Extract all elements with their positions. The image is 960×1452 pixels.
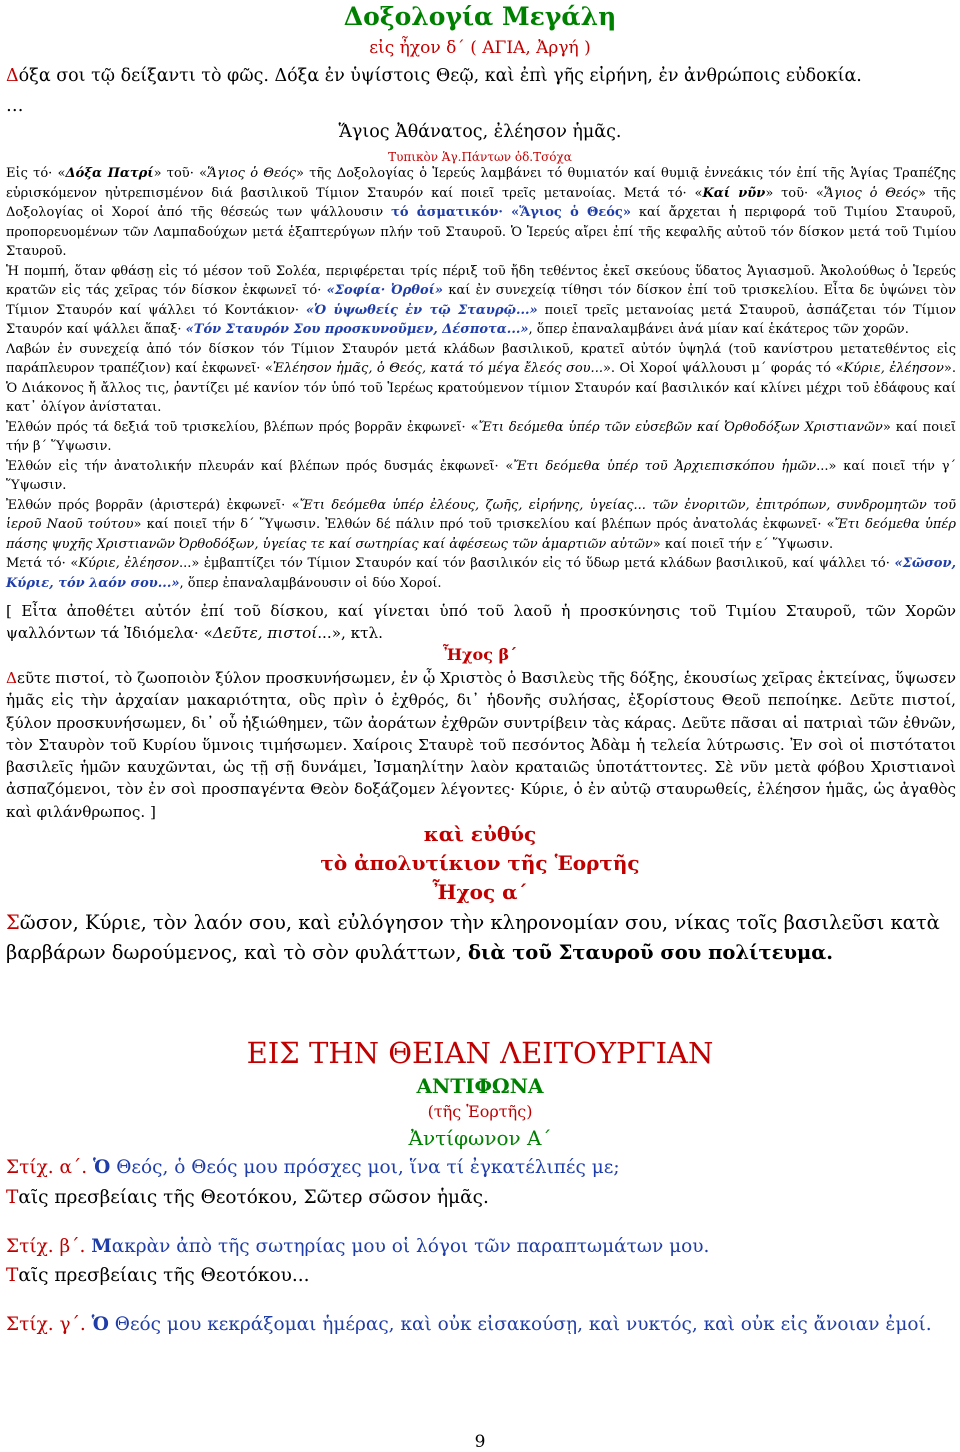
text: Κύριε, ἐλέησον bbox=[843, 361, 944, 376]
text: αῖς πρεσβείαις τῆς Θεοτόκου... bbox=[18, 1265, 310, 1286]
text: » τῆς Δοξολογίας οἱ Χοροί ἀπό τῆς θέσεώς των ψάλλουσιν bbox=[6, 185, 956, 220]
text: τό ἀσματικόν· «Ἅγιος ὁ Θεός» bbox=[391, 205, 631, 220]
text: Θεός μου κεκράξομαι ἡμέρας, καὶ οὐκ εἰσακούσῃ, καὶ νυκτός, καὶ οὐκ εἰς ἄνοιαν ἐμοί. bbox=[108, 1314, 932, 1335]
text: «Ὁ ὑψωθείς ἐν τῷ Σταυρῷ...» bbox=[305, 302, 538, 318]
bracket-note bbox=[6, 600, 956, 645]
text: Ἅγιος ὁ Θεός bbox=[207, 166, 297, 181]
text: , ὅπερ ἐπαναλαμβάνουσιν οἱ δύο Χοροί. bbox=[179, 575, 442, 591]
agios-line: Ἅγιος Ἀθάνατος, ἐλέησον ἡμᾶς. bbox=[338, 122, 622, 142]
text: Ἔτι δεόμεθα ὑπέρ πάσης ψυχῆς Χριστιανῶν Ὀρθοδόξων, ὑγείας τε καί σωτηρίας καί ἀφέσεως τῶν ἁμαρτιῶν αὐτῶν bbox=[6, 517, 957, 552]
text: Θεός, ὁ Θεός μου πρόσχες μοι, ἵνα τί ἐγκατέλιπές με; bbox=[110, 1157, 620, 1178]
rubric-paragraph-4 bbox=[6, 418, 956, 457]
text: Ἐλέησον ἡμᾶς, ὁ Θεός, κατά τό μέγα ἔλεός σου... bbox=[272, 361, 603, 376]
typikon-note: Τυπικὸν Ἁγ.Πάντων ὁδ.Τσόχα bbox=[388, 150, 572, 164]
rubric-block bbox=[6, 164, 956, 593]
apolytikion-title: τὸ ἀπολυτίκιον τῆς Ἑορτῆς bbox=[320, 851, 640, 875]
text: ακρὰν ἀπὸ τῆς σωτηρίας μου οἱ λόγοι τῶν παραπτωμάτων μου. bbox=[111, 1236, 710, 1257]
kai-eythys-heading: καὶ εὐθύς bbox=[423, 822, 537, 846]
text: Ἐλθών πρός τά δεξιά τοῦ τρισκελίου, βλέπων πρός βορρᾶν ἐκφωνεῖ· « bbox=[6, 419, 479, 435]
text: Κύριε, ἐλέησον bbox=[78, 556, 179, 571]
text: » καί ποιεῖ τήν β´ Ὕψωσιν. bbox=[6, 419, 956, 454]
text: ῶσον, Κύριε, τὸν λαόν σου, καὶ εὐλόγησον τὴν κληρονομίαν σου, νίκας τοῖς βασιλεῦσι κατὰ βαρβάρων δωρούμενος, καὶ τὸ σὸν φυλάττων, bbox=[6, 911, 940, 964]
text: Μετά τό· « bbox=[6, 556, 79, 571]
stichos-a bbox=[6, 1153, 956, 1183]
dropcap: Τ bbox=[6, 1187, 19, 1208]
rubric-paragraph-1 bbox=[6, 164, 956, 262]
stichos-c bbox=[6, 1310, 956, 1340]
dropcap: Δ bbox=[6, 66, 19, 86]
rubric-paragraph-3 bbox=[6, 340, 956, 418]
text: » καί ποιεῖ τήν δ´ Ὕψωσιν. Ἐλθών δέ πάλιν πρό τοῦ τρισκελίου καί βλέπων πρός ἀνατολάς ἐκφωνεῖ· « bbox=[133, 517, 835, 532]
idiomelon-text bbox=[6, 667, 956, 823]
text: ...», κτλ. bbox=[317, 624, 384, 643]
text: Ἔτι δεόμεθα ὑπέρ ἐλέους, ζωῆς, εἰρήνης, ὑγείας... τῶν ἐνοριτῶν, ἐπιτρόπων, συνδρομητῶν τοῦ ἱεροῦ Ναοῦ τούτου bbox=[6, 497, 957, 532]
text: » τῆς Δοξολογίας ὁ Ἱερεύς λαμβάνει τό θυμιατόν καί θυμιᾷ ἐννεάκις τόν ἐπί τῆς Ἁγίας Τραπέζης εὑρισκόμενον ηὐτρεπισμένον διά βασιλικοῦ Τίμιον Σταυρόν καί ποιεῖ τρεῖς μετανοίας. Μετά τό· « bbox=[6, 166, 956, 201]
text: Λαβών ἐν συνεχείᾳ ἀπό τόν δίσκον τόν Τίμιον Σταυρόν μετά κλάδων βασιλικοῦ, κρατεῖ αὐτόν ὑψηλά (τοῦ κανίστρου μετατεθέντος εἰς παράπλευρον τραπέζιον) καί ἐκφωνεῖ· « bbox=[6, 341, 956, 376]
feast-note: (τῆς Ἑορτῆς) bbox=[427, 1102, 533, 1121]
echos-b-heading: Ἦχος β´ bbox=[442, 645, 518, 664]
text: [ Εἶτα ἀποθέτει αὐτόν ἐπί τοῦ δίσκου, καί γίνεται ὑπό τοῦ λαοῦ ἡ προσκύνησις τοῦ Τιμίου Σταυροῦ, τῶν Χορῶν ψαλλόντων τά Ἰδιόμελα· « bbox=[6, 602, 956, 643]
text: εῦτε πιστοί, τὸ ζωοποιὸν ξύλον προσκυνήσωμεν, ἐν ᾧ Χριστὸς ὁ Βασιλεὺς τῆς δόξης, ἑκουσίως χεῖρας ἐκτείνας, ὕψωσεν ἡμᾶς εἰς τὴν ἀρχαίαν μακαριότητα, οὓς πρὶν ὁ ἐχθρός, δι᾿ ἡδονῆς συλήσας, ἐξορίστους Θεοῦ πεποίηκε. Δεῦτε πιστοί, ξύλον προσκυνήσωμεν, δι᾿ οὗ ἠξιώθημεν, τῶν ἀοράτων ἐχθρῶν συντρίβειν τὰς κάρας. Δεῦτε πᾶσαι αἱ πατριαὶ τῶν ἐθνῶν, τὸν Σταυρὸν τοῦ Κυρίου ὕμνοις τιμήσωμεν. Χαίροις Σταυρὲ τοῦ πεσόντος Ἀδὰμ ἡ τελεία λύτρωσις. Ἐν σοὶ οἱ πιστότατοι βασιλεῖς ἡμῶν καυχῶνται, ὡς τῇ σῇ δυνάμει, Ἰσμαηλίτην λαὸν κραταιῶς ὑποτάττοντες. Σὲ νῦν μετὰ φόβου Χριστιανοὶ ἀσπαζόμενοι, τὸν ἐν σοὶ προσπαγέντα Θεὸν δοξάζομεν λέγοντες· Κύριε, ὁ ἐν αὐτῷ σταυρωθείς, ἐλέησον ἡμᾶς, ὡς ἀγαθὸς καὶ φιλάνθρωπος. ] bbox=[6, 669, 956, 821]
rubric-paragraph-6 bbox=[6, 496, 956, 555]
text: ...» ἐμβαπτίζει τόν Τίμιον Σταυρόν καί τόν βασιλικόν εἰς τό ὕδωρ μετά κλάδων βασιλικοῦ, καί ψάλλει τό· bbox=[178, 556, 895, 571]
text: διὰ τοῦ Σταυροῦ σου πολίτευμα. bbox=[467, 941, 834, 964]
text: Στίχ. β´. bbox=[6, 1236, 92, 1257]
text: , ὅπερ ἐπαναλαμβάνει ἀνά μίαν καί ἑκάτερος τῶν χορῶν. bbox=[528, 322, 909, 337]
text: ποιεῖ τρεῖς μετανοίας μετά Σταυροῦ, ἀσπάζεται τόν Τίμιον Σταυρόν καί ψάλλει ἅπαξ· bbox=[6, 302, 957, 337]
text: ...» καί ποιεῖ τήν γ´ Ὕψωσιν. bbox=[6, 458, 956, 493]
text: «Τόν Σταυρόν Σου προσκυνοῦμεν, Δέσποτα...» bbox=[185, 322, 529, 337]
dropcap: Σ bbox=[6, 911, 20, 934]
rubric-paragraph-5 bbox=[6, 457, 956, 496]
text: Ἡ πομπή, ὅταν φθάσῃ εἰς τό μέσον τοῦ Σολέα, περιφέρεται τρίς πέριξ τοῦ ἤδη τεθέντος ἐκεῖ σκεύους ὕδατος Ἁγιασμοῦ. Ἀκολούθως ὁ Ἱερεύς κρατῶν εἰς τάς χεῖρας τόν δίσκον ἐκφωνεῖ τό· bbox=[6, 263, 956, 298]
text: » τοῦ· « bbox=[153, 166, 208, 181]
intro-text: όξα σοι τῷ δείξαντι τὸ φῶς. Δόξα ἐν ὑψίστοις Θεῷ, καὶ ἐπὶ γῆς εἰρήνη, ἐν ἀνθρώποις εὐδοκία. bbox=[18, 66, 862, 86]
text: «Σῶσον, Κύριε, τόν λαόν σου...» bbox=[6, 556, 956, 591]
doxology-title: Δοξολογία Μεγάλη bbox=[343, 2, 617, 31]
text: «Σοφία· Ὀρθοί» bbox=[326, 283, 444, 298]
text: Καί νῦν bbox=[702, 185, 766, 201]
text: Δόξα Πατρί bbox=[65, 166, 154, 181]
apolytikion-text bbox=[6, 908, 956, 968]
dropcap: Ὁ bbox=[93, 1157, 111, 1178]
antiphonon-a-heading: Ἀντίφωνον Α´ bbox=[408, 1126, 552, 1150]
echos-a-heading: Ἦχος α´ bbox=[432, 880, 528, 904]
dropcap: Ὁ bbox=[91, 1314, 109, 1335]
refrain-b bbox=[6, 1261, 956, 1291]
intro-ellipsis: … bbox=[6, 96, 24, 116]
text: Ἅγιος ὁ Θεός bbox=[823, 185, 918, 201]
stichos-b bbox=[6, 1232, 956, 1262]
text: αῖς πρεσβείαις τῆς Θεοτόκου, Σῶτερ σῶσον ἡμᾶς. bbox=[18, 1187, 489, 1208]
rubric-paragraph-2 bbox=[6, 262, 956, 340]
text: Ἐλθών εἰς τήν ἀνατολικήν πλευράν καί βλέπων πρός δυσμάς ἐκφωνεῖ· « bbox=[6, 458, 514, 474]
text: ». Ὁ Διάκονος ἤ ἄλλος τις, ῥαντίζει μέ κανίον τόν ὑπό τοῦ Ἱερέως κρατούμενον τίμιον Σταυρόν καί βασιλικόν καί κλίνει μέχρι τοῦ ἐδάφους καί κατ᾿ ὀλίγον ἀνίσταται. bbox=[6, 361, 957, 415]
refrain-a bbox=[6, 1183, 956, 1213]
intro-line bbox=[6, 66, 956, 86]
text: » τοῦ· « bbox=[765, 185, 824, 201]
page-number: 9 bbox=[474, 1432, 486, 1452]
text: Εἰς τό· « bbox=[6, 166, 66, 181]
text: » καί ποιεῖ τήν ε´ Ὕψωσιν. bbox=[652, 536, 834, 552]
dropcap: Δ bbox=[6, 669, 17, 687]
text: Στίχ. α´. bbox=[6, 1157, 94, 1178]
text: Ἔτι δεόμεθα ὑπέρ τοῦ Ἀρχιεπισκόπου ἡμῶν bbox=[513, 458, 817, 474]
dropcap: Μ bbox=[91, 1236, 112, 1257]
rubric-paragraph-7 bbox=[6, 554, 956, 593]
text: Ἔτι δεόμεθα ὑπέρ τῶν εὐσεβῶν καί Ὀρθοδόξων Χριστιανῶν bbox=[478, 419, 883, 435]
text: Στίχ. γ´. bbox=[6, 1314, 92, 1335]
doxology-subtitle: εἰς ἦχον δ´ ( ΑΓΙΑ, Ἀργή ) bbox=[369, 38, 591, 58]
text: καί ἐν συνεχείᾳ τίθησι τόν δίσκον ἐπί τοῦ τρισκελίου. Εἶτα δε ὑψώνει τὸν Τίμιον Σταυρόν καί ψάλλει τό Κοντάκιον· bbox=[6, 283, 956, 318]
text: Ἐλθών πρός βορρᾶν (ἀριστερά) ἐκφωνεῖ· « bbox=[6, 497, 300, 513]
text: Δεῦτε, πιστοί bbox=[212, 624, 318, 643]
dropcap: Τ bbox=[6, 1265, 19, 1286]
text: καί ἄρχεται ἡ περιφορά τοῦ Τιμίου Σταυροῦ, προπορευομένων τῶν Λαμπαδούχων μετά ἑξαπτερύγων πλήν τοῦ Σταυροῦ. Ὁ Ἱερεύς αἴρει ἐπί τῆς κεφαλῆς αὐτοῦ τόν δίσκον μετά τοῦ Τιμίου Σταυροῦ. bbox=[6, 205, 956, 259]
antiphona-heading: ΑΝΤΙΦΩΝΑ bbox=[416, 1074, 544, 1098]
text: ». Οἱ Χοροί ψάλλουσι μ´ φοράς τό « bbox=[602, 361, 844, 376]
liturgy-title: ΕΙΣ ΤΗΝ ΘΕΙΑΝ ΛΕΙΤΟΥΡΓΙΑΝ bbox=[246, 1036, 714, 1070]
